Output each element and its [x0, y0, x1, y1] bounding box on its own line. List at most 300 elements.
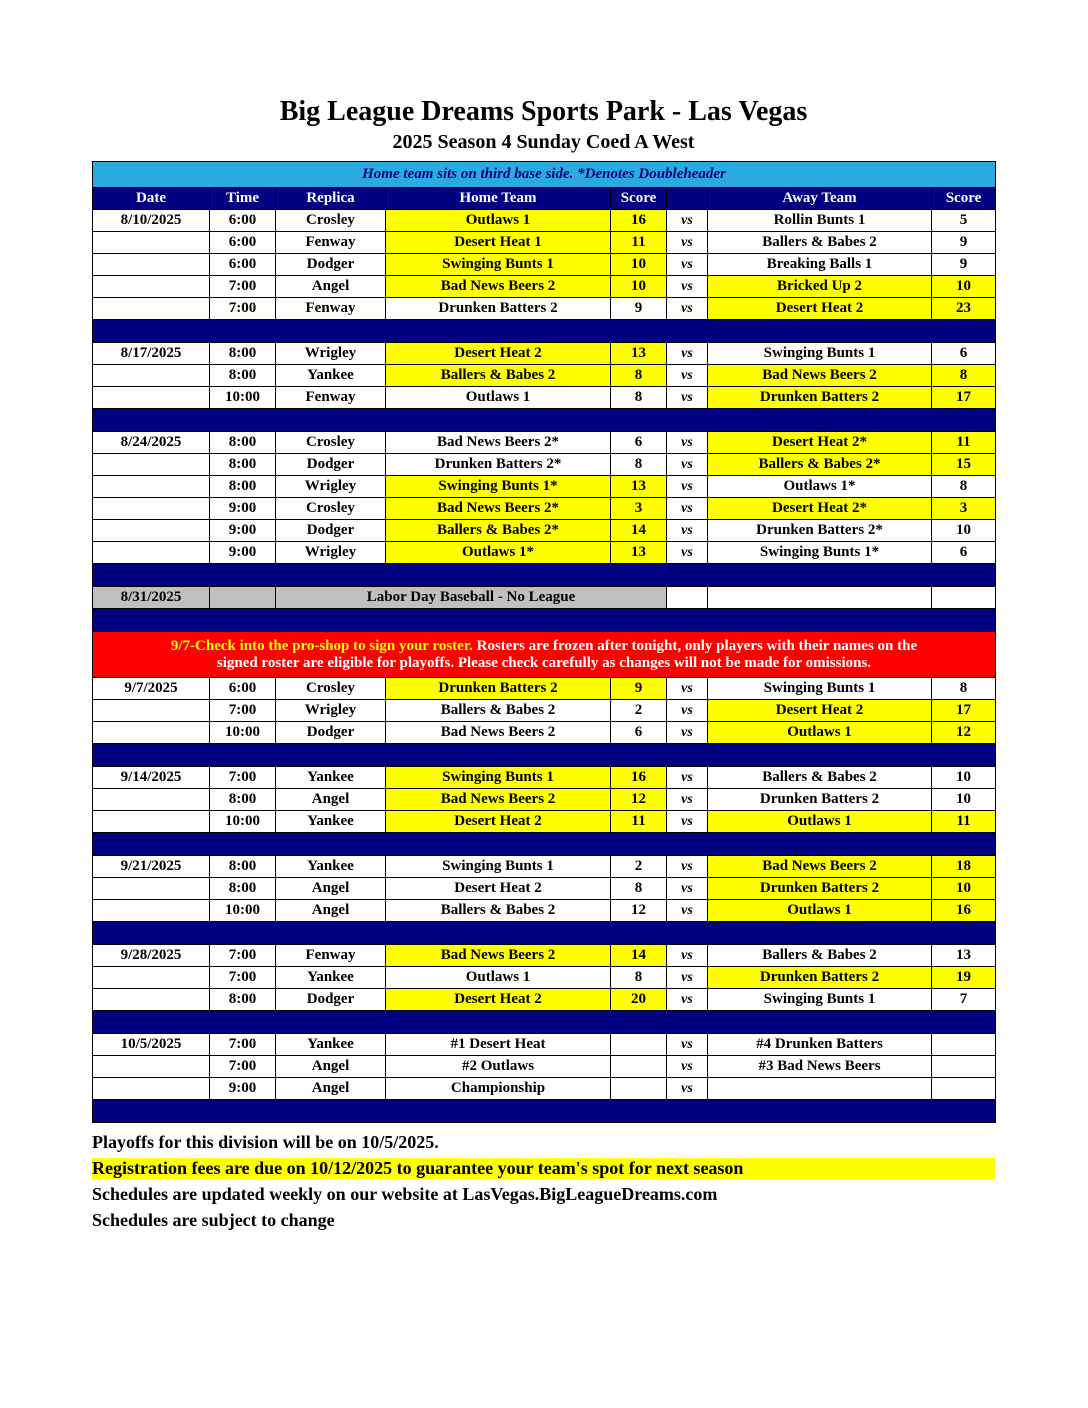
game-row [93, 520, 996, 542]
away-score-cell: 5 [932, 210, 996, 232]
home-team-cell: Bad News Beers 2 [386, 276, 611, 298]
home-score-cell: 12 [611, 900, 667, 922]
away-score-cell: 13 [932, 945, 996, 967]
home-team-cell: Desert Heat 2 [386, 811, 611, 833]
away-team-cell: Ballers & Babes 2 [708, 232, 932, 254]
replica-cell: Dodger [276, 454, 386, 476]
home-team-cell: Bad News Beers 2 [386, 945, 611, 967]
section-separator [93, 1011, 996, 1034]
roster-notice [93, 632, 996, 678]
date-cell: 8/17/2025 [93, 343, 210, 365]
banner-row [93, 162, 996, 188]
date-cell [93, 1056, 210, 1078]
vs-cell: vs [667, 1056, 708, 1078]
time-cell: 7:00 [210, 700, 276, 722]
separator-row [93, 564, 996, 587]
date-cell [93, 276, 210, 298]
home-score-cell [611, 1034, 667, 1056]
home-score-cell: 14 [611, 520, 667, 542]
time-cell: 10:00 [210, 722, 276, 744]
home-score-cell: 6 [611, 722, 667, 744]
away-team-cell: Outlaws 1 [708, 900, 932, 922]
home-team-cell: Swinging Bunts 1* [386, 476, 611, 498]
separator-row [93, 609, 996, 632]
page-title: Big League Dreams Sports Park - Las Vegas [279, 96, 808, 127]
home-score-cell: 10 [611, 276, 667, 298]
away-team-cell: Drunken Batters 2 [708, 387, 932, 409]
date-cell [93, 298, 210, 320]
vs-cell: vs [667, 232, 708, 254]
section-separator [93, 1100, 996, 1123]
away-score-cell: 12 [932, 722, 996, 744]
home-score-cell: 8 [611, 387, 667, 409]
game-row [93, 900, 996, 922]
header-home-team: Home Team [386, 188, 611, 210]
vs-cell: vs [667, 298, 708, 320]
time-cell: 7:00 [210, 276, 276, 298]
date-cell [93, 498, 210, 520]
away-score-cell: 11 [932, 432, 996, 454]
home-team-cell: Outlaws 1 [386, 210, 611, 232]
time-cell: 9:00 [210, 542, 276, 564]
section-separator [93, 409, 996, 432]
time-cell: 8:00 [210, 989, 276, 1011]
date-cell: 9/21/2025 [93, 856, 210, 878]
time-cell: 8:00 [210, 343, 276, 365]
home-score-cell: 16 [611, 767, 667, 789]
away-team-cell: Swinging Bunts 1 [708, 343, 932, 365]
time-cell: 8:00 [210, 454, 276, 476]
away-team-cell: Desert Heat 2* [708, 498, 932, 520]
game-row [93, 878, 996, 900]
game-row [93, 811, 996, 833]
time-cell [210, 587, 276, 609]
home-score-cell: 16 [611, 210, 667, 232]
away-team-cell: Outlaws 1 [708, 722, 932, 744]
time-cell: 9:00 [210, 498, 276, 520]
time-cell: 8:00 [210, 365, 276, 387]
away-team-cell: Drunken Batters 2* [708, 520, 932, 542]
header-date: Date [93, 188, 210, 210]
away-team-cell: Bricked Up 2 [708, 276, 932, 298]
time-cell: 6:00 [210, 678, 276, 700]
home-score-cell: 8 [611, 967, 667, 989]
home-score-cell: 11 [611, 232, 667, 254]
roster-notice-line-2: signed roster are eligible for playoffs. Please check carefully as changes will not be made for omissions. [216, 654, 872, 671]
date-cell: 9/28/2025 [93, 945, 210, 967]
vs-cell: vs [667, 254, 708, 276]
separator-row [93, 1100, 996, 1123]
home-score-cell: 3 [611, 498, 667, 520]
time-cell: 6:00 [210, 232, 276, 254]
game-row [93, 700, 996, 722]
away-team-cell [708, 587, 932, 609]
home-team-cell: #1 Desert Heat [386, 1034, 611, 1056]
vs-cell: vs [667, 454, 708, 476]
home-team-cell: Ballers & Babes 2 [386, 900, 611, 922]
home-team-cell: Swinging Bunts 1 [386, 767, 611, 789]
replica-cell: Dodger [276, 989, 386, 1011]
home-team-cell: Swinging Bunts 1 [386, 856, 611, 878]
header-away-score: Score [932, 188, 996, 210]
away-score-cell: 15 [932, 454, 996, 476]
away-score-cell: 10 [932, 520, 996, 542]
away-team-cell: Outlaws 1 [708, 811, 932, 833]
away-team-cell: Drunken Batters 2 [708, 789, 932, 811]
game-row [93, 254, 996, 276]
away-score-cell: 10 [932, 276, 996, 298]
game-row [93, 1034, 996, 1056]
home-score-cell: 9 [611, 298, 667, 320]
vs-cell: vs [667, 498, 708, 520]
game-row [93, 1078, 996, 1100]
away-score-cell: 10 [932, 878, 996, 900]
away-score-cell: 8 [932, 365, 996, 387]
replica-cell: Fenway [276, 387, 386, 409]
replica-cell: Wrigley [276, 343, 386, 365]
game-row [93, 945, 996, 967]
away-team-cell: Ballers & Babes 2* [708, 454, 932, 476]
game-row [93, 767, 996, 789]
vs-cell: vs [667, 878, 708, 900]
replica-cell: Crosley [276, 210, 386, 232]
page-subtitle: 2025 Season 4 Sunday Coed A West [392, 131, 695, 153]
home-score-cell: 8 [611, 878, 667, 900]
replica-cell: Angel [276, 1056, 386, 1078]
home-team-cell: Bad News Beers 2* [386, 432, 611, 454]
vs-cell: vs [667, 365, 708, 387]
home-team-cell: Desert Heat 2 [386, 343, 611, 365]
date-cell [93, 254, 210, 276]
away-score-cell: 19 [932, 967, 996, 989]
roster-notice-row [93, 632, 996, 678]
home-score-cell: 8 [611, 365, 667, 387]
home-score-cell: 13 [611, 343, 667, 365]
replica-cell: Dodger [276, 722, 386, 744]
time-cell: 8:00 [210, 432, 276, 454]
labor-day-row [93, 587, 996, 609]
vs-cell: vs [667, 700, 708, 722]
time-cell: 8:00 [210, 476, 276, 498]
home-score-cell: 12 [611, 789, 667, 811]
section-separator [93, 564, 996, 587]
time-cell: 7:00 [210, 1056, 276, 1078]
section-separator [93, 320, 996, 343]
replica-cell: Yankee [276, 967, 386, 989]
home-team-cell: Swinging Bunts 1 [386, 254, 611, 276]
away-score-cell: 3 [932, 498, 996, 520]
away-team-cell: Outlaws 1* [708, 476, 932, 498]
away-score-cell [932, 587, 996, 609]
header-vs [667, 188, 708, 210]
playoffs-note: Playoffs for this division will be on 10/5/2025. [92, 1132, 439, 1152]
game-row [93, 476, 996, 498]
game-row [93, 789, 996, 811]
game-row [93, 210, 996, 232]
header-home-score: Score [611, 188, 667, 210]
date-cell [93, 700, 210, 722]
away-team-cell [708, 1078, 932, 1100]
date-cell [93, 900, 210, 922]
replica-cell: Crosley [276, 498, 386, 520]
date-cell [93, 1078, 210, 1100]
date-cell: 8/31/2025 [93, 587, 210, 609]
vs-cell: vs [667, 276, 708, 298]
vs-cell: vs [667, 387, 708, 409]
away-score-cell: 10 [932, 767, 996, 789]
subject-to-change-note: Schedules are subject to change [92, 1210, 335, 1230]
game-row [93, 343, 996, 365]
date-cell [93, 967, 210, 989]
game-row [93, 432, 996, 454]
game-row [93, 989, 996, 1011]
vs-cell: vs [667, 542, 708, 564]
home-team-cell: Ballers & Babes 2 [386, 700, 611, 722]
section-separator [93, 609, 996, 632]
replica-cell: Dodger [276, 254, 386, 276]
game-row [93, 498, 996, 520]
date-cell [93, 454, 210, 476]
date-cell: 8/24/2025 [93, 432, 210, 454]
away-score-cell: 16 [932, 900, 996, 922]
roster-notice-line-1 [95, 638, 993, 655]
away-team-cell: Bad News Beers 2 [708, 365, 932, 387]
section-separator [93, 744, 996, 767]
away-team-cell: Desert Heat 2 [708, 298, 932, 320]
home-score-cell: 8 [611, 454, 667, 476]
vs-cell: vs [667, 1078, 708, 1100]
date-cell: 9/7/2025 [93, 678, 210, 700]
game-row [93, 232, 996, 254]
time-cell: 10:00 [210, 900, 276, 922]
home-team-cell: Bad News Beers 2* [386, 498, 611, 520]
date-cell [93, 811, 210, 833]
time-cell: 10:00 [210, 811, 276, 833]
away-team-cell: Drunken Batters 2 [708, 967, 932, 989]
vs-cell: vs [667, 1034, 708, 1056]
home-team-cell: #2 Outlaws [386, 1056, 611, 1078]
vs-cell: vs [667, 900, 708, 922]
time-cell: 6:00 [210, 254, 276, 276]
footer-notes [92, 1132, 995, 1231]
time-cell: 7:00 [210, 767, 276, 789]
away-score-cell: 6 [932, 542, 996, 564]
home-team-cell: Outlaws 1 [386, 967, 611, 989]
date-cell [93, 476, 210, 498]
time-cell: 7:00 [210, 298, 276, 320]
away-score-cell: 9 [932, 232, 996, 254]
vs-cell [667, 587, 708, 609]
home-score-cell: 9 [611, 678, 667, 700]
home-score-cell: 20 [611, 989, 667, 1011]
home-team-cell: Championship [386, 1078, 611, 1100]
time-cell: 6:00 [210, 210, 276, 232]
away-team-cell: #4 Drunken Batters [708, 1034, 932, 1056]
separator-row [93, 922, 996, 945]
vs-cell: vs [667, 989, 708, 1011]
time-cell: 8:00 [210, 878, 276, 900]
separator-row [93, 744, 996, 767]
away-score-cell: 23 [932, 298, 996, 320]
time-cell: 7:00 [210, 945, 276, 967]
separator-row [93, 320, 996, 343]
vs-cell: vs [667, 789, 708, 811]
date-cell [93, 542, 210, 564]
game-row [93, 722, 996, 744]
home-score-cell: 2 [611, 700, 667, 722]
vs-cell: vs [667, 767, 708, 789]
away-team-cell: Drunken Batters 2 [708, 878, 932, 900]
time-cell: 9:00 [210, 520, 276, 542]
game-row [93, 967, 996, 989]
website-note: Schedules are updated weekly on our website at LasVegas.BigLeagueDreams.com [92, 1184, 718, 1204]
home-team-cell: Drunken Batters 2 [386, 678, 611, 700]
vs-cell: vs [667, 432, 708, 454]
game-row [93, 387, 996, 409]
away-score-cell [932, 1034, 996, 1056]
replica-cell: Fenway [276, 945, 386, 967]
replica-cell: Yankee [276, 365, 386, 387]
vs-cell: vs [667, 520, 708, 542]
home-team-cell: Drunken Batters 2* [386, 454, 611, 476]
away-team-cell: Rollin Bunts 1 [708, 210, 932, 232]
away-team-cell: Swinging Bunts 1 [708, 678, 932, 700]
away-team-cell: Ballers & Babes 2 [708, 945, 932, 967]
game-row [93, 1056, 996, 1078]
replica-cell: Yankee [276, 767, 386, 789]
time-cell: 8:00 [210, 856, 276, 878]
home-team-note: Home team sits on third base side. *Denotes Doubleheader [93, 162, 996, 188]
date-cell [93, 722, 210, 744]
home-score-cell: 14 [611, 945, 667, 967]
schedule-body [93, 210, 996, 1123]
section-separator [93, 922, 996, 945]
game-row [93, 298, 996, 320]
date-cell [93, 789, 210, 811]
replica-cell: Wrigley [276, 476, 386, 498]
time-cell: 7:00 [210, 967, 276, 989]
header-time: Time [210, 188, 276, 210]
date-cell [93, 520, 210, 542]
vs-cell: vs [667, 811, 708, 833]
vs-cell: vs [667, 678, 708, 700]
replica-cell: Yankee [276, 1034, 386, 1056]
away-team-cell: Swinging Bunts 1* [708, 542, 932, 564]
home-score-cell [611, 1056, 667, 1078]
game-row [93, 365, 996, 387]
away-team-cell: Desert Heat 2 [708, 700, 932, 722]
away-score-cell: 6 [932, 343, 996, 365]
header-away-team: Away Team [708, 188, 932, 210]
date-cell [93, 878, 210, 900]
header-replica: Replica [276, 188, 386, 210]
separator-row [93, 409, 996, 432]
home-score-cell [611, 1078, 667, 1100]
away-team-cell: #3 Bad News Beers [708, 1056, 932, 1078]
home-team-cell: Ballers & Babes 2 [386, 365, 611, 387]
date-cell: 9/14/2025 [93, 767, 210, 789]
home-team-cell: Drunken Batters 2 [386, 298, 611, 320]
vs-cell: vs [667, 722, 708, 744]
home-score-cell: 13 [611, 476, 667, 498]
game-row [93, 454, 996, 476]
home-team-cell: Outlaws 1 [386, 387, 611, 409]
header-row [93, 188, 996, 210]
date-cell [93, 387, 210, 409]
home-team-cell: Desert Heat 1 [386, 232, 611, 254]
separator-row [93, 1011, 996, 1034]
away-score-cell: 10 [932, 789, 996, 811]
home-score-cell: 2 [611, 856, 667, 878]
replica-cell: Wrigley [276, 700, 386, 722]
away-score-cell: 17 [932, 700, 996, 722]
away-score-cell: 18 [932, 856, 996, 878]
home-score-cell: 6 [611, 432, 667, 454]
replica-cell: Angel [276, 276, 386, 298]
game-row [93, 856, 996, 878]
home-score-cell: 13 [611, 542, 667, 564]
away-team-cell: Swinging Bunts 1 [708, 989, 932, 1011]
section-separator [93, 833, 996, 856]
away-score-cell: 8 [932, 476, 996, 498]
replica-cell: Fenway [276, 232, 386, 254]
vs-cell: vs [667, 210, 708, 232]
away-score-cell [932, 1056, 996, 1078]
home-team-cell: Bad News Beers 2 [386, 722, 611, 744]
away-score-cell: 7 [932, 989, 996, 1011]
game-row [93, 678, 996, 700]
away-team-cell: Ballers & Babes 2 [708, 767, 932, 789]
replica-cell: Fenway [276, 298, 386, 320]
time-cell: 10:00 [210, 387, 276, 409]
replica-cell: Crosley [276, 432, 386, 454]
vs-cell: vs [667, 343, 708, 365]
home-team-cell: Desert Heat 2 [386, 878, 611, 900]
away-score-cell: 9 [932, 254, 996, 276]
home-team-cell: Bad News Beers 2 [386, 789, 611, 811]
home-team-cell: Ballers & Babes 2* [386, 520, 611, 542]
vs-cell: vs [667, 967, 708, 989]
away-team-cell: Bad News Beers 2 [708, 856, 932, 878]
schedule-table [92, 161, 996, 1123]
date-cell: 8/10/2025 [93, 210, 210, 232]
registration-note: Registration fees are due on 10/12/2025 to guarantee your team's spot for next season [92, 1158, 995, 1179]
replica-cell: Angel [276, 878, 386, 900]
time-cell: 8:00 [210, 789, 276, 811]
home-score-cell: 10 [611, 254, 667, 276]
replica-cell: Yankee [276, 811, 386, 833]
home-score-cell: 11 [611, 811, 667, 833]
away-score-cell: 8 [932, 678, 996, 700]
game-row [93, 542, 996, 564]
away-team-cell: Desert Heat 2* [708, 432, 932, 454]
roster-notice-text: Rosters are frozen after tonight, only players with their names on the [476, 638, 918, 654]
away-team-cell: Breaking Balls 1 [708, 254, 932, 276]
roster-notice-highlight: 9/7-Check into the pro-shop to sign your roster. [170, 638, 477, 654]
replica-cell: Angel [276, 900, 386, 922]
time-cell: 7:00 [210, 1034, 276, 1056]
replica-cell: Angel [276, 789, 386, 811]
replica-cell: Angel [276, 1078, 386, 1100]
date-cell [93, 365, 210, 387]
replica-cell: Yankee [276, 856, 386, 878]
separator-row [93, 833, 996, 856]
replica-cell: Dodger [276, 520, 386, 542]
away-score-cell [932, 1078, 996, 1100]
home-team-cell: Outlaws 1* [386, 542, 611, 564]
date-cell [93, 989, 210, 1011]
away-score-cell: 11 [932, 811, 996, 833]
